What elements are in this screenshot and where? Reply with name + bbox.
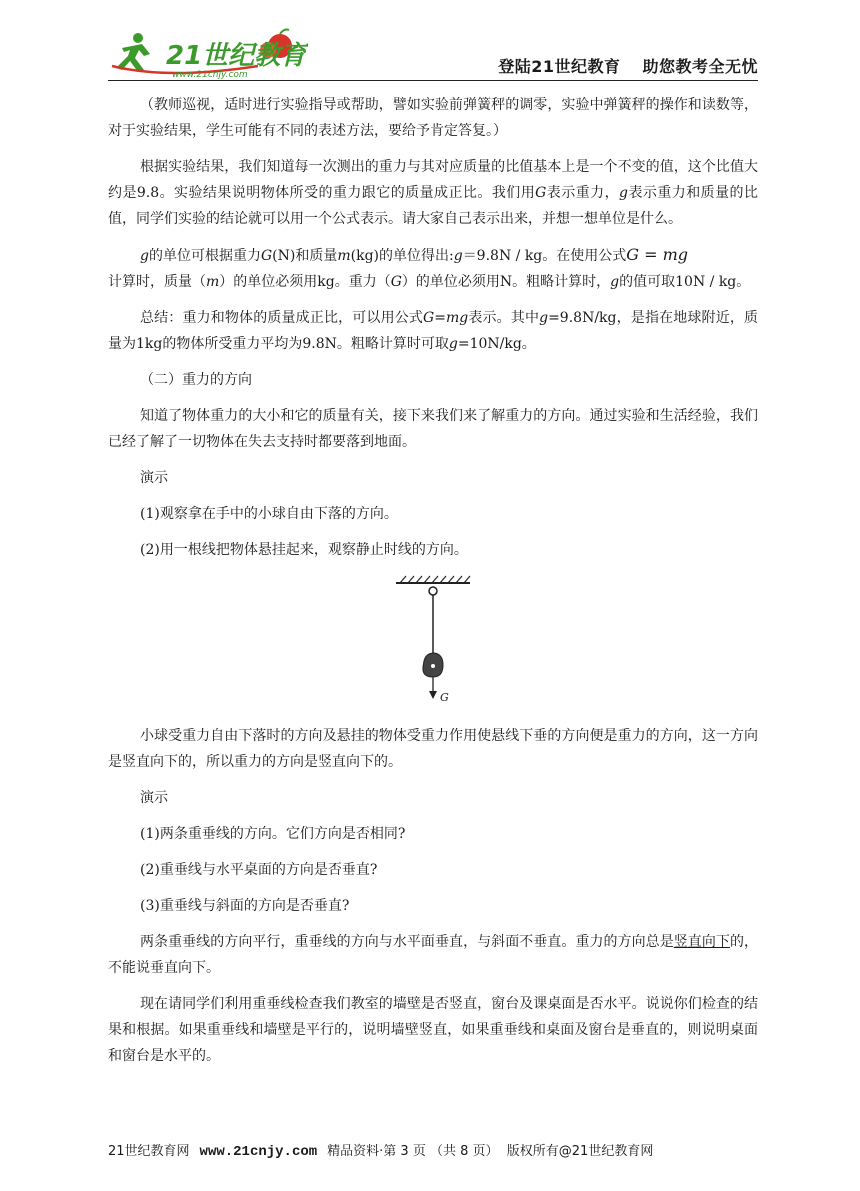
paragraph-summary <box>108 305 758 357</box>
demo-label: 演示 <box>140 790 168 806</box>
symbol-G: G <box>535 185 547 201</box>
text-run: ）的单位必须用kg。重力（ <box>219 274 391 290</box>
text-run: 根据实验结果，我们知道每一次测出的重力与其对应质量的比值基本上是一个不变的值，这个比值大约是9.8。实验结果说明物体所受的重力跟它的质量成正比。我们用 <box>108 159 758 201</box>
demo-label: 演示 <box>140 470 168 486</box>
demo-question-1: (1)两条重垂线的方向。它们方向是否相同? <box>140 826 406 842</box>
text-run: 的单位可根据重力 <box>148 248 261 264</box>
symbol-g: g <box>140 248 149 264</box>
symbol-g: g <box>539 310 549 326</box>
underlined-term: 竖直向下 <box>673 934 730 950</box>
demo-question-2: (2)重垂线与水平桌面的方向是否垂直? <box>140 862 378 878</box>
text-run: 两条重垂线的方向平行，重垂线的方向与水平面垂直，与斜面不垂直。重力的方向总是 <box>140 934 674 950</box>
symbol-G: G <box>260 248 273 264</box>
text-run: 表示。其中 <box>468 310 540 326</box>
demo-step-2: (2)用一根线把物体悬挂起来，观察静止时线的方向。 <box>140 542 468 558</box>
formula-G-mg: G = mg <box>626 245 689 264</box>
page-footer <box>108 1140 758 1160</box>
text-run: (kg)的单位得出: <box>350 248 454 264</box>
header-slogan <box>476 54 758 77</box>
logo-text: 21世纪教育 <box>166 41 307 71</box>
footer-page-info: 精品资料·第 3 页 （共 8 页） <box>327 1144 499 1159</box>
text-run: 的，不能说垂直向下。 <box>108 934 758 976</box>
footer-copyright: 版权所有@21世纪教育网 <box>506 1144 654 1159</box>
text-run: =9.8N/kg，是指在地球附近，质量为1kg的物体所受重力平均为9.8N。粗略计算时可取 <box>108 310 758 352</box>
text-run: 的值可取10N / kg。 <box>619 274 751 290</box>
hanging-weight-diagram <box>388 573 478 713</box>
footer-site: www.21cnjy.com <box>199 1144 318 1160</box>
gravity-label: G <box>440 691 449 704</box>
paragraph-teacher-note: （教师巡视，适时进行实验指导或帮助，譬如实验前弹簧秤的调零，实验中弹簧秤的操作和读数等，对于实验结果，学生可能有不同的表述方法，要给予肯定答复。） <box>108 97 758 139</box>
text-run: 总结：重力和物体的质量成正比，可以用公式 <box>140 310 424 326</box>
symbol-m: m <box>337 248 351 264</box>
demo-step-1: (1)观察拿在手中的小球自由下落的方向。 <box>140 506 398 522</box>
logo-url: www.21cnjy.com <box>172 70 248 80</box>
text-run: ＝9.8N / kg。在使用公式 <box>462 248 627 264</box>
paragraph-experiment-result <box>108 154 758 232</box>
text-run: 计算时，质量（ <box>108 274 206 290</box>
footer-left: 21世纪教育网 <box>108 1144 190 1159</box>
symbol-G: G <box>390 274 402 290</box>
symbol-g: g <box>448 336 458 352</box>
logo-graphic <box>108 26 308 82</box>
document-body <box>108 92 758 1079</box>
slogan-left: 登陆21世纪教育 <box>498 57 621 76</box>
logo <box>108 26 308 82</box>
formula-G-mg: G=mg <box>423 310 469 326</box>
paragraph-classroom-check: 现在请同学们利用重垂线检查我们教室的墙壁是否竖直，窗台及课桌面是否水平。说说你们检查的结果和根据。如果重垂线和墙壁是平行的，说明墙壁竖直，如果重垂线和桌面及窗台是垂直的，则说明桌面和窗台是水平的。 <box>108 996 758 1064</box>
page-header <box>108 26 758 82</box>
symbol-g: g <box>610 274 620 290</box>
header-divider <box>108 80 758 81</box>
symbol-g: g <box>453 248 463 264</box>
text-run: (N)和质量 <box>272 248 338 264</box>
paragraph-plumb-conclusion <box>108 929 758 981</box>
symbol-m: m <box>206 274 220 290</box>
slogan-right: 助您教考全无忧 <box>642 57 758 76</box>
paragraph-direction-conclusion: 小球受重力自由下落时的方向及悬挂的物体受重力作用使悬线下垂的方向便是重力的方向，这一方向是竖直向下的，所以重力的方向是竖直向下的。 <box>108 728 758 770</box>
text-run: ）的单位必须用N。粗略计算时， <box>401 274 611 290</box>
paragraph-direction-intro: 知道了物体重力的大小和它的质量有关，接下来我们来了解重力的方向。通过实验和生活经验，我们已经了解了一切物体在失去支持时都要落到地面。 <box>108 408 758 450</box>
section-heading: （二）重力的方向 <box>140 372 252 388</box>
text-run: 表示重力和质量的比值，同学们实验的结论就可以用一个公式表示。请大家自己表示出来，并想一想单位是什么。 <box>108 185 759 227</box>
paragraph-units <box>108 242 758 295</box>
pendulum-figure <box>108 573 758 713</box>
demo-question-3: (3)重垂线与斜面的方向是否垂直? <box>140 898 350 914</box>
text-run: =10N/kg。 <box>457 336 536 352</box>
symbol-g: g <box>619 185 628 201</box>
text-run: 表示重力， <box>546 185 620 201</box>
